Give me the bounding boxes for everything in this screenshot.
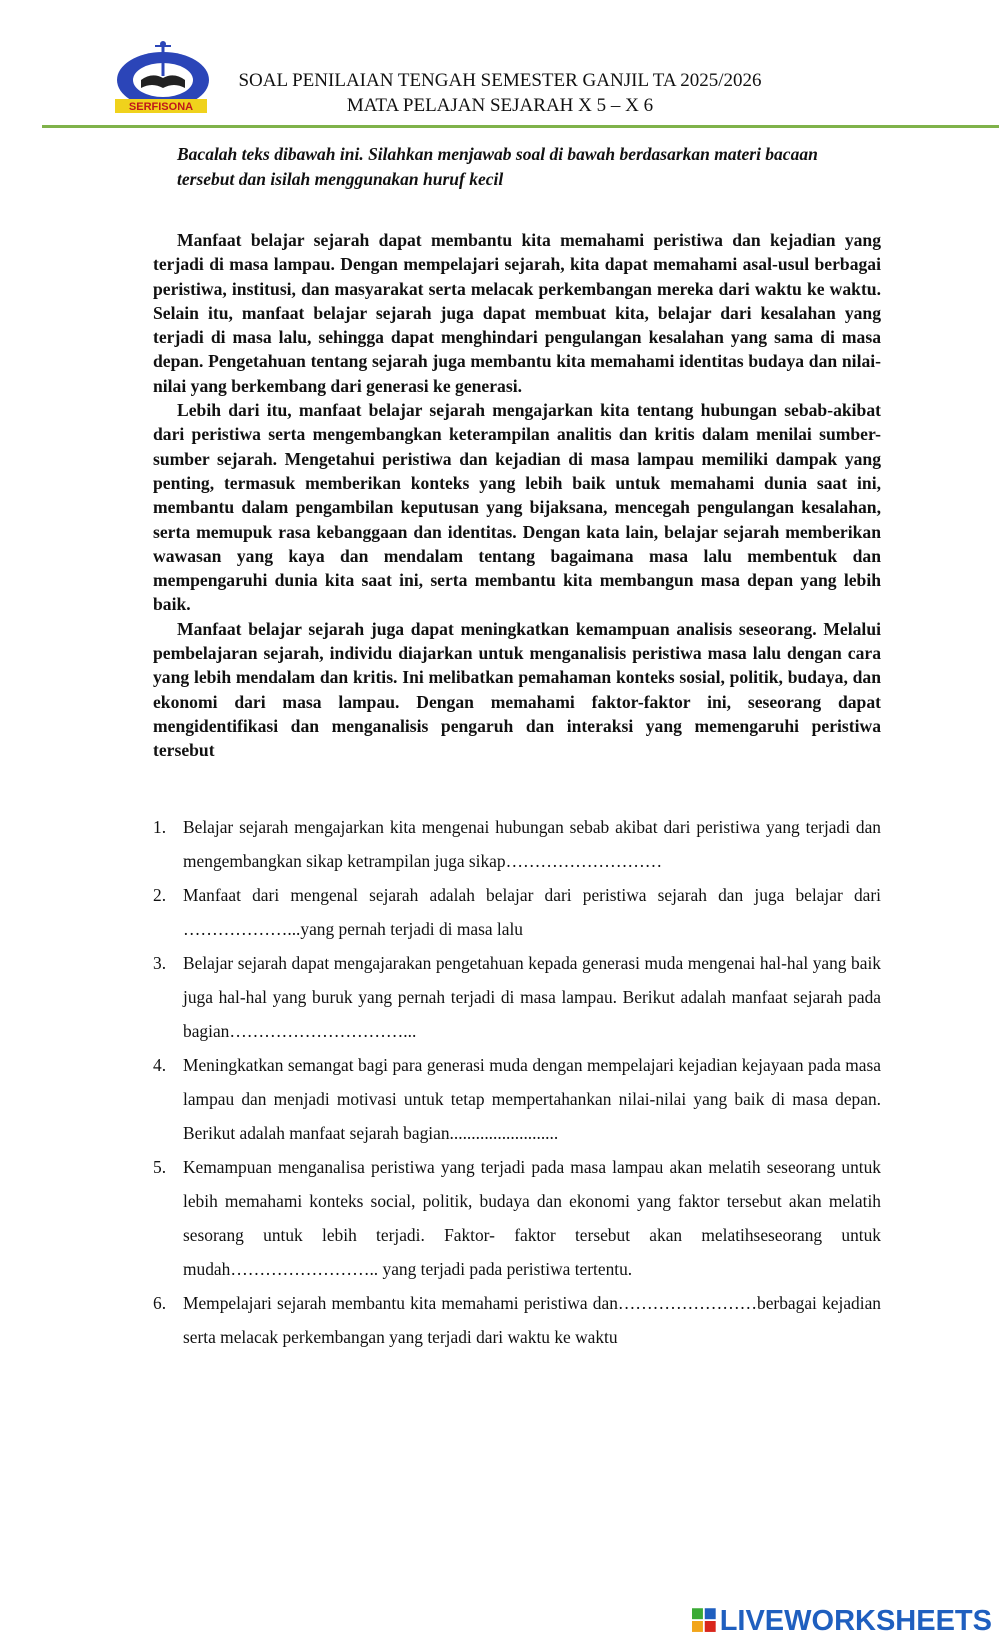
- question-text: Mempelajari sejarah membantu kita memahami peristiwa dan……………………berbagai kejadian serta melacak perkembangan yang terjadi dari waktu ke waktu: [183, 1293, 881, 1347]
- svg-text:SERFISONA: SERFISONA: [128, 101, 194, 113]
- question-text: Meningkatkan semangat bagi para generasi muda dengan mempelajari kejadian kejayaan pada masa lampau dan menjadi motivasi untuk tetap mempertahankan nilai-nilai yang baik di masa depan. Berikut adalah manfaat sejarah bagian.........................: [183, 1055, 881, 1143]
- question-text: Kemampuan menganalisa peristiwa yang terjadi pada masa lampau akan melatih seseorang untuk lebih memahami konteks social, politik, budaya dan ekonomi yang faktor tersebut akan melatih sesorang untuk lebih terjadi. Faktor- faktor tersebut akan melatihseseorang untuk mudah…………………….. yang terjadi pada peristiwa tertentu.: [183, 1157, 881, 1279]
- header-divider: [42, 125, 999, 128]
- question-number: 2.: [153, 885, 167, 905]
- school-logo: [111, 36, 215, 118]
- question-item: [153, 946, 881, 1048]
- question-text: Manfaat dari mengenal sejarah adalah belajar dari peristiwa sejarah dan juga belajar dari ………………...yang pernah terjadi di masa lalu: [183, 885, 881, 939]
- liveworksheets-watermark: [692, 1605, 992, 1637]
- exam-title-line2: MATA PELAJAN SEJARAH X 5 – X 6: [346, 95, 654, 116]
- question-number: 3.: [153, 953, 167, 973]
- page-header: [0, 0, 999, 135]
- exam-title: [215, 68, 785, 118]
- liveworksheets-text: LIVEWORKSHEETS: [719, 1604, 992, 1637]
- question-item: [153, 810, 881, 878]
- question-item: [153, 1048, 881, 1150]
- question-number: 4.: [153, 1055, 167, 1075]
- instruction-text: Bacalah teks dibawah ini. Silahkan menjawab soal di bawah berdasarkan materi bacaan tersebut dan isilah menggunakan huruf kecil: [177, 144, 818, 189]
- question-item: [153, 878, 881, 946]
- reading-passage: [153, 228, 881, 763]
- question-number: 5.: [153, 1157, 167, 1177]
- question-text: Belajar sejarah dapat mengajarakan pengetahuan kepada generasi muda mengenai hal-hal yang baik juga hal-hal yang buruk yang pernah terjadi di masa lampau. Berikut adalah manfaat sejarah pada bagian…………………………...: [183, 953, 881, 1041]
- passage-paragraph-3: Manfaat belajar sejarah juga dapat meningkatkan kemampuan analisis seseorang. Melalui pembelajaran sejarah, individu diajarkan untuk menganalisis peristiwa masa lalu dengan cara yang lebih mendalam dan kritis. Ini melibatkan pemahaman konteks sosial, politik, budaya, dan ekonomi dari masa lampau. Dengan memahami faktor-faktor ini, seseorang dapat mengidentifikasi dan menganalisis pengaruh dan interaksi yang memengaruhi peristiwa tersebut: [153, 618, 881, 761]
- exam-title-line1: SOAL PENILAIAN TENGAH SEMESTER GANJIL TA 2025/2026: [238, 70, 762, 91]
- passage-paragraph-2: Lebih dari itu, manfaat belajar sejarah mengajarkan kita tentang hubungan sebab-akibat dari peristiwa serta mengembangkan keterampilan analitis dan kritis dalam menilai sumber-sumber sejarah. Mengetahui peristiwa dan kejadian di masa lampau memiliki dampak yang penting, termasuk memberikan konteks yang lebih baik untuk memahami dunia saat ini, membantu dalam pengambilan keputusan yang bijaksana, mencegah pengulangan kesalahan, serta memupuk rasa kebanggaan dan identitas. Dengan kata lain, belajar sejarah memberikan wawasan yang kaya dan mendalam tentang bagaimana masa lalu membentuk dan mempengaruhi dunia kita saat ini, serta membantu kita membangun masa depan yang lebih baik.: [153, 400, 881, 615]
- liveworksheets-icon: [692, 1607, 716, 1635]
- question-number: 1.: [153, 817, 167, 837]
- question-item: [153, 1286, 881, 1354]
- question-item: [153, 1150, 881, 1286]
- question-text: Belajar sejarah mengajarkan kita mengenai hubungan sebab akibat dari peristiwa yang terjadi dan mengembangkan sikap ketrampilan juga sikap………………………: [183, 817, 881, 871]
- question-list: [153, 810, 881, 1354]
- question-number: 6.: [153, 1293, 167, 1313]
- passage-paragraph-1: Manfaat belajar sejarah dapat membantu kita memahami peristiwa dan kejadian yang terjadi di masa lampau. Dengan mempelajari sejarah, kita dapat memahami asal-usul berbagai peristiwa, institusi, dan masyarakat serta melacak perkembangan mereka dari waktu ke waktu. Selain itu, manfaat belajar sejarah juga dapat membuat kita, belajar dari kesalahan yang terjadi di masa lalu, sehingga dapat menghindari pengulangan kesalahan yang sama di masa depan. Pengetahuan tentang sejarah juga membantu kita memahami identitas budaya dan nilai-nilai yang berkembang dari generasi ke generasi.: [153, 230, 881, 396]
